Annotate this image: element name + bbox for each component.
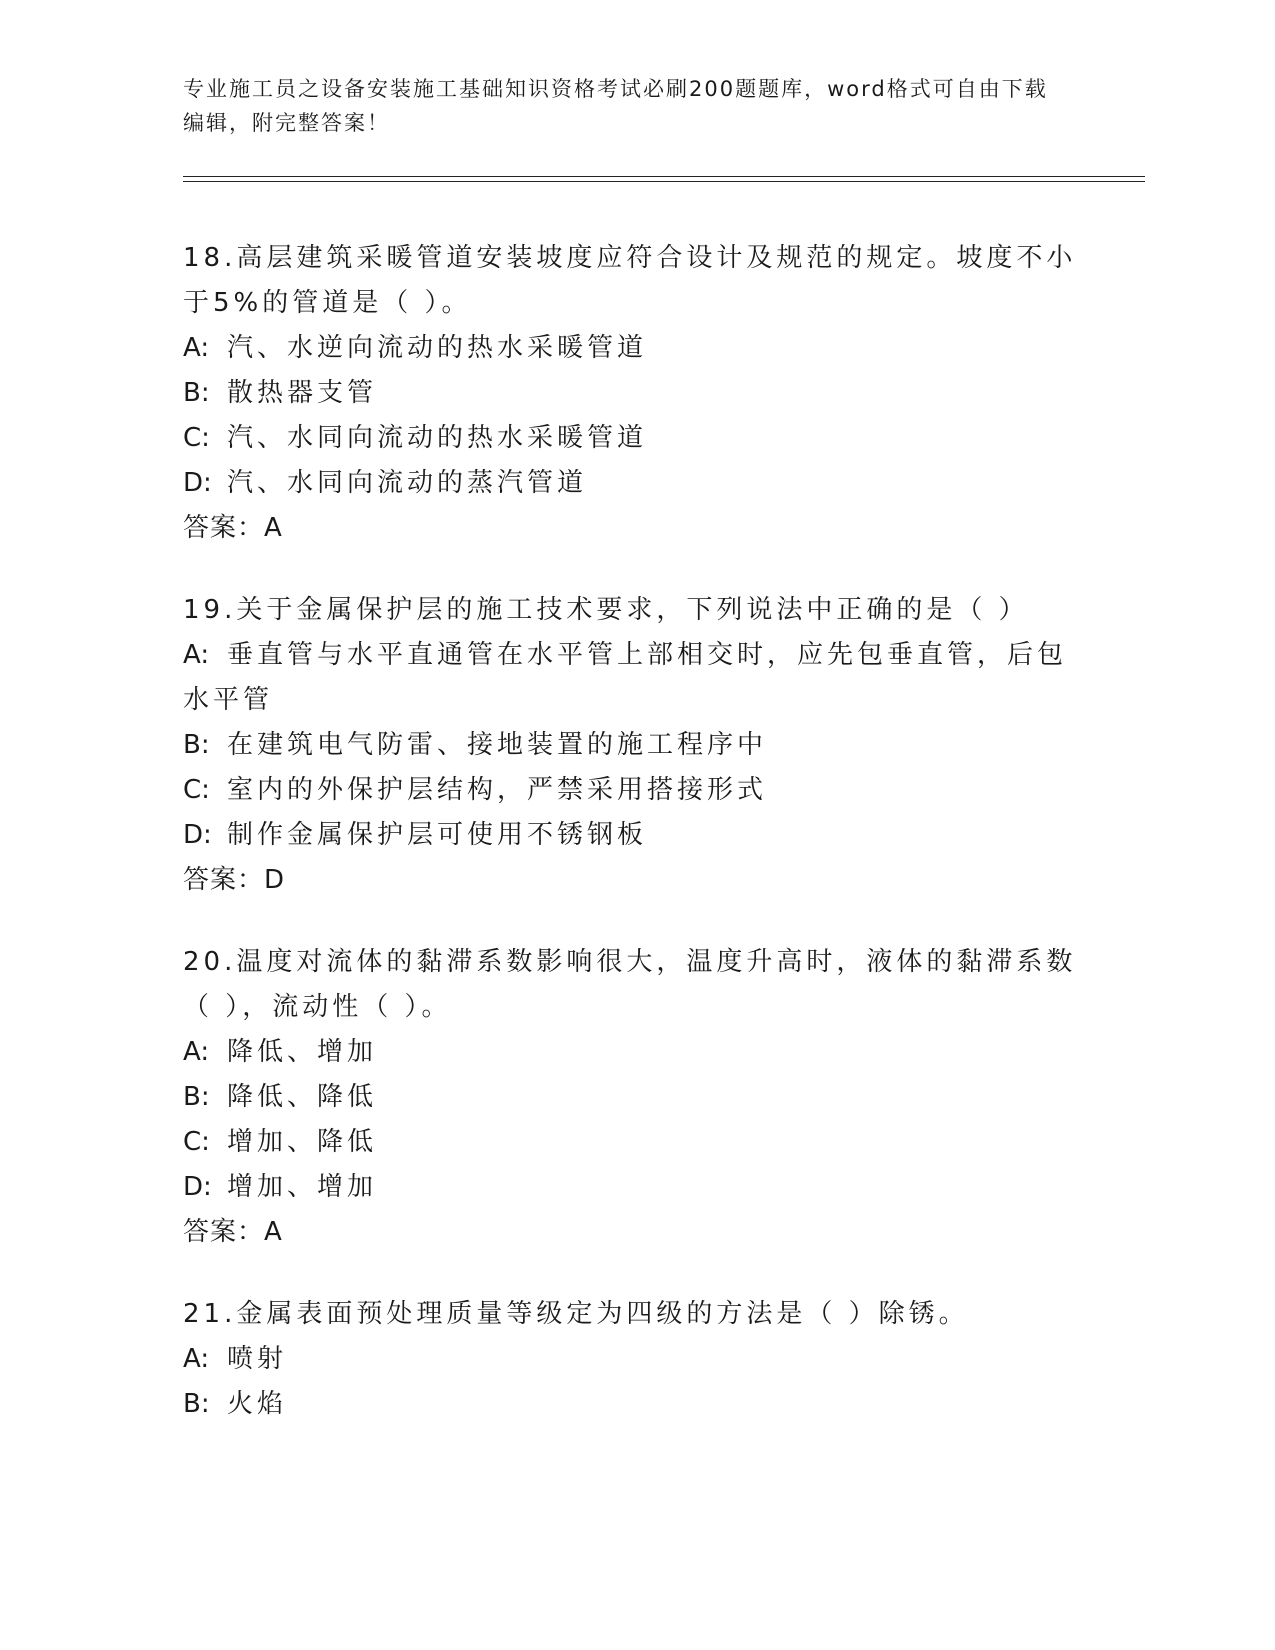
option-letter: D: bbox=[183, 820, 212, 850]
header-divider-bottom bbox=[183, 181, 1145, 182]
option-letter: A: bbox=[183, 1037, 210, 1067]
option-text: 降低、降低 bbox=[227, 1082, 378, 1112]
option-d bbox=[183, 461, 1083, 506]
option-a bbox=[183, 1337, 1083, 1382]
option-letter: A: bbox=[183, 640, 210, 670]
option-text: 增加、降低 bbox=[227, 1127, 378, 1157]
question-20 bbox=[183, 940, 1083, 1255]
option-d bbox=[183, 1165, 1083, 1210]
option-text: 汽、水同向流动的蒸汽管道 bbox=[227, 468, 588, 498]
document-header: 专业施工员之设备安装施工基础知识资格考试必刷200题题库，word格式可自由下载编辑，附完整答案！ bbox=[183, 77, 1048, 135]
option-text: 降低、增加 bbox=[227, 1037, 378, 1067]
option-text: 火焰 bbox=[227, 1389, 288, 1419]
option-c bbox=[183, 1120, 1083, 1165]
option-text: 室内的外保护层结构，严禁采用搭接形式 bbox=[227, 775, 768, 805]
answer-line: 答案：D bbox=[183, 865, 286, 895]
option-letter: B: bbox=[183, 1389, 210, 1419]
question-text: 21.金属表面预处理质量等级定为四级的方法是（ ）除锈。 bbox=[183, 1299, 969, 1329]
option-letter: C: bbox=[183, 423, 210, 453]
option-text: 散热器支管 bbox=[227, 378, 378, 408]
option-letter: C: bbox=[183, 775, 210, 805]
option-letter: B: bbox=[183, 378, 210, 408]
option-b bbox=[183, 1382, 1083, 1427]
option-a bbox=[183, 1030, 1083, 1075]
option-text: 汽、水同向流动的热水采暖管道 bbox=[227, 423, 648, 453]
option-text: 在建筑电气防雷、接地装置的施工程序中 bbox=[227, 730, 768, 760]
option-d bbox=[183, 813, 1083, 858]
option-text: 增加、增加 bbox=[227, 1172, 378, 1202]
option-text: 喷射 bbox=[227, 1344, 288, 1374]
option-letter: D: bbox=[183, 468, 212, 498]
option-text: 制作金属保护层可使用不锈钢板 bbox=[227, 820, 648, 850]
option-letter: A: bbox=[183, 333, 210, 363]
option-a bbox=[183, 633, 1083, 723]
option-b bbox=[183, 1075, 1083, 1120]
question-text: 18.高层建筑采暖管道安装坡度应符合设计及规范的规定。坡度不小于5%的管道是（ ）。 bbox=[183, 243, 1077, 318]
question-list bbox=[183, 236, 1083, 1464]
header-divider-top bbox=[183, 176, 1145, 177]
option-letter: B: bbox=[183, 1082, 210, 1112]
option-b bbox=[183, 723, 1083, 768]
question-21 bbox=[183, 1292, 1083, 1427]
option-letter: C: bbox=[183, 1127, 210, 1157]
answer-line: 答案：A bbox=[183, 513, 283, 543]
option-letter: B: bbox=[183, 730, 210, 760]
option-text: 垂直管与水平直通管在水平管上部相交时，应先包垂直管，后包水平管 bbox=[183, 640, 1068, 715]
question-text: 19.关于金属保护层的施工技术要求，下列说法中正确的是（ ） bbox=[183, 595, 1029, 625]
question-text: 20.温度对流体的黏滞系数影响很大，温度升高时，液体的黏滞系数（ ），流动性（ ）。 bbox=[183, 947, 1077, 1022]
option-c bbox=[183, 768, 1083, 813]
question-19 bbox=[183, 588, 1083, 903]
answer-line: 答案：A bbox=[183, 1217, 283, 1247]
option-text: 汽、水逆向流动的热水采暖管道 bbox=[227, 333, 648, 363]
option-c bbox=[183, 416, 1083, 461]
option-b bbox=[183, 371, 1083, 416]
option-a bbox=[183, 326, 1083, 371]
option-letter: D: bbox=[183, 1172, 212, 1202]
question-18 bbox=[183, 236, 1083, 551]
option-letter: A: bbox=[183, 1344, 210, 1374]
